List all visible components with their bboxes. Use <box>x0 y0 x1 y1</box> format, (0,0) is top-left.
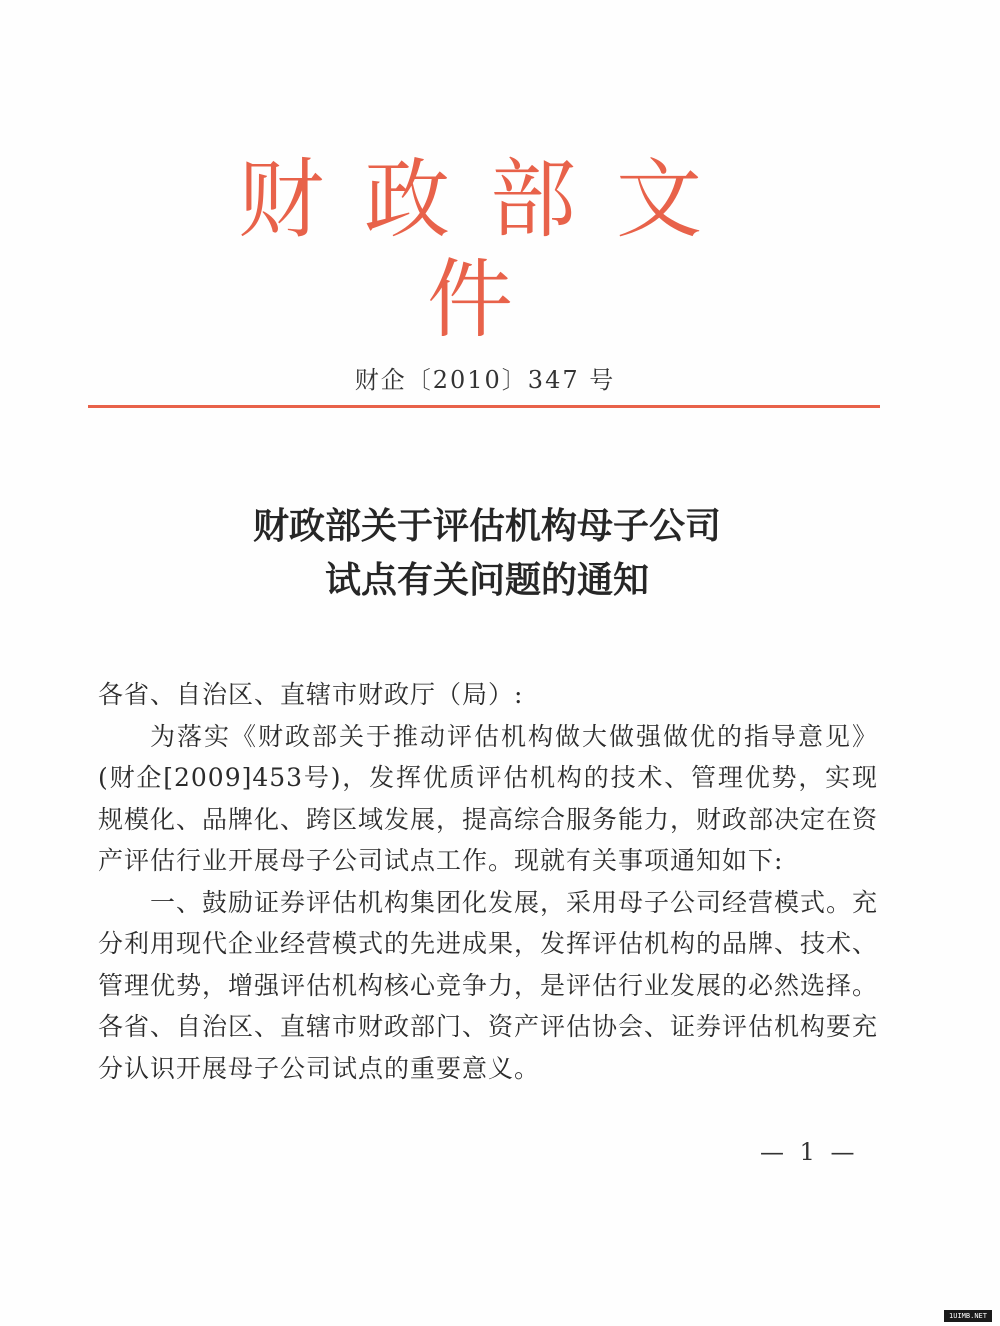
masthead-title: 财政部文件 <box>238 150 742 350</box>
site-watermark: 1UIMB.NET <box>944 1310 992 1322</box>
notice-title-line-2: 试点有关问题的通知 <box>324 560 649 601</box>
red-divider-line <box>88 405 880 408</box>
notice-title-line-1: 财政部关于评估机构母子公司 <box>252 506 721 547</box>
document-number: 财企〔2010〕347 号 <box>354 366 616 394</box>
notice-body <box>98 674 878 1089</box>
paragraph-intro: 为落实《财政部关于推动评估机构做大做强做优的指导意见》(财企[2009]453号)，发挥优质评估机构的技术、管理优势，实现规模化、品牌化、跨区域发展，提高综合服务能力，财政部决定在资产评估行业开展母子公司试点工作。现就有关事项通知如下: <box>98 721 879 875</box>
paragraph-item-1: 一、鼓励证券评估机构集团化发展，采用母子公司经营模式。充分利用现代企业经营模式的先进成果，发挥评估机构的品牌、技术、管理优势，增强评估机构核心竞争力，是评估行业发展的必然选择。各省、自治区、直辖市财政部门、资产评估协会、证券评估机构要充分认识开展母子公司试点的重要意义。 <box>98 887 879 1083</box>
notice-title <box>0 500 974 608</box>
salutation: 各省、自治区、直辖市财政厅（局）: <box>98 680 524 709</box>
page-number: — 1 — <box>760 1138 859 1166</box>
